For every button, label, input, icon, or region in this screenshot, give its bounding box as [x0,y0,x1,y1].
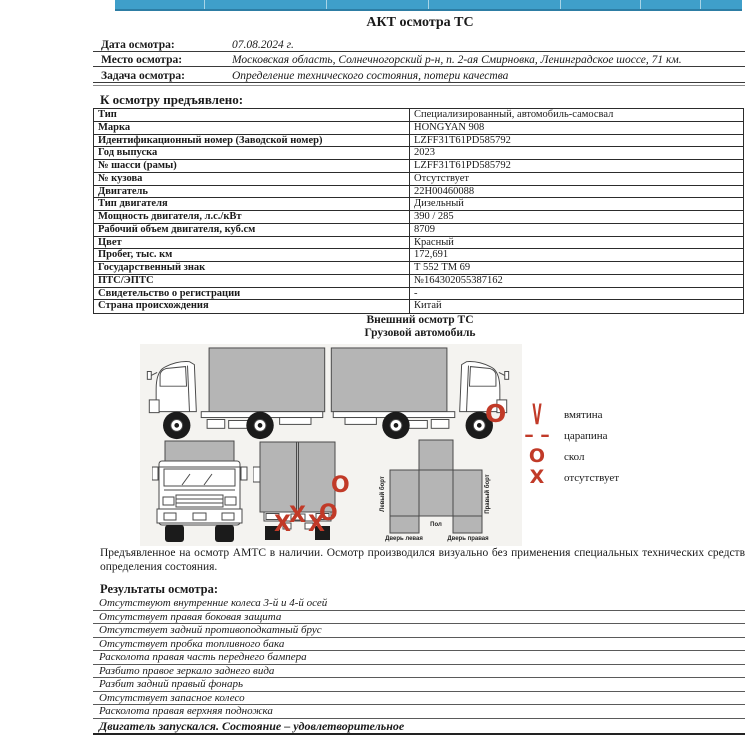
table-row-value: Отсутствует [414,172,469,184]
table-row-value: Красный [414,236,454,248]
table-row [94,275,743,288]
double-rule [93,85,745,86]
divider [326,0,327,9]
table-row [94,160,743,173]
legend-symbol-icon: V [532,397,542,432]
truck-front-view [152,440,249,544]
header-field-value: Московская область, Солнечногорский р-н, п. 2-ая Смирновка, Ленинградское шоссе, 71 км. [232,54,682,67]
table-row-label: Тип [94,109,410,121]
legend-label: отсутствует [564,471,620,484]
inspection-note: Предъявленное на осмотр АМТС в наличии. Осмотр производился визуально без применения специальных технических средств определения состояния. [100,547,745,573]
floor-label: Пол [430,522,442,528]
table-row-label: Рабочий объем двигателя, куб.см [94,224,410,236]
table-row-value: Дизельный [414,198,464,210]
damage-mark-chip-rear-lower: O [319,501,338,526]
table-row-value: 2023 [414,147,435,159]
presented-heading: К осмотру предъявлено: [100,92,244,107]
table-row-value: 390 / 285 [414,211,454,222]
table-row [94,249,743,262]
result-item: Отсутствует пробка топливного бака [93,638,745,652]
header-field-row [93,36,745,52]
legend-label: вмятина [564,408,603,421]
table-row [94,237,743,250]
divider [700,0,701,9]
table-row-value: Т 552 ТМ 69 [414,262,471,273]
legend-label: царапина [564,429,608,442]
table-row-value: LZFF31T61PD585792 [414,160,511,171]
result-item: Отсутствует задний противоподкатный брус [93,624,745,638]
table-row-label: ПТС/ЭПТС [94,275,410,287]
table-row [94,211,743,224]
table-row [94,135,743,148]
header-field-row [93,67,745,83]
damage-mark-missing-1: X [274,512,291,537]
table-row-label: Идентификационный номер (Заводской номер) [94,135,410,147]
header-field-label: Задача осмотра: [101,69,185,82]
table-row-value: №164302055387162 [414,274,503,286]
result-item: Разбито правое зеркало заднего вида [93,665,745,679]
table-row-label: Марка [94,122,410,134]
legend-row [524,446,619,467]
damage-mark-chip-front-right: O [485,399,507,428]
result-item: Отсутствуют внутренние колеса 3-й и 4-й осей [93,597,745,611]
table-row-value: LZFF31T61PD585792 [414,134,511,146]
table-row [94,109,743,122]
table-row [94,186,743,199]
damage-mark-missing-3: X [308,512,325,537]
result-item: Расколота правая часть переднего бампера [93,651,745,665]
header-field-label: Место осмотра: [101,54,183,67]
table-row-label: № кузова [94,173,410,185]
damage-mark-missing-2: X [289,503,306,528]
vehicle-diagrams [140,344,522,546]
table-row [94,224,743,237]
cargo-box-unfolded-diagram [378,438,494,543]
table-row-value: HONGYAN 908 [414,121,485,133]
table-row [94,198,743,211]
truck-side-view-right [328,346,510,444]
result-item: Разбит задний правый фонарь [93,678,745,692]
result-item: Отсутствует правая боковая защита [93,611,745,625]
table-row-value: - [414,287,418,299]
legend-symbol-icon: – – [524,424,550,446]
table-row [94,147,743,160]
table-row-label: Государственный знак [94,262,410,274]
table-row-label: Год выпуска [94,147,410,159]
table-row-label: Тип двигателя [94,198,410,210]
vehicle-type-subheading: Грузовой автомобиль [364,327,476,339]
truck-side-view-left [146,346,328,444]
table-row-value: 172,691 [414,249,449,261]
divider [204,0,205,9]
table-row-value: Китай [414,300,442,312]
divider [640,0,641,9]
divider [428,0,429,9]
header-field-value: Определение технического состояния, потери качества [232,69,509,82]
table-row [94,173,743,186]
table-row-label: Страна происхождения [94,300,410,313]
table-row-label: Мощность двигателя, л.с./кВт [94,211,410,223]
vehicle-table [93,108,744,314]
header-fields [93,36,745,83]
truck-rear-view [253,440,343,544]
door-left-label: Дверь левая [385,536,423,542]
conclusion-line: Двигатель запускался. Состояние – удовлетворительное [93,719,745,736]
table-row [94,288,743,301]
legend-row [524,397,619,432]
result-item: Отсутствует запасное колесо [93,692,745,706]
table-row-label: Свидетельство о регистрации [94,288,410,300]
table-row-value: 8709 [414,223,435,235]
results-heading: Результаты осмотра: [100,582,218,596]
legend-row [524,467,619,488]
table-row-label: Двигатель [94,186,410,198]
damage-legend [524,397,620,488]
door-right-label: Дверь правая [447,536,489,542]
results-list [93,597,745,735]
legend-symbol-icon: X [529,466,545,488]
legend-symbol-icon: O [528,445,546,467]
left-wall-label: Левый борт [380,476,386,512]
table-row-label: № шасси (рамы) [94,160,410,172]
header-field-row [93,52,745,68]
legend-label: скол [564,450,585,463]
table-row-label: Цвет [94,237,410,249]
external-inspection-heading: Внешний осмотр ТС [366,314,474,326]
table-row-label: Пробег, тыс. км [94,249,410,261]
table-row [94,262,743,275]
table-row-value: Специализированный, автомобиль-самосвал [414,109,614,120]
table-row-value: 22H00460088 [414,185,475,197]
header-field-label: Дата осмотра: [101,38,175,51]
table-row [94,300,743,313]
table-row [94,122,743,135]
result-item: Расколота правая верхняя подножка [93,705,745,719]
divider [560,0,561,9]
cutoff-table-header-strip [115,0,742,11]
header-field-value: 07.08.2024 г. [232,38,294,51]
right-wall-label: Правый борт [485,474,491,514]
page-title: АКТ осмотра ТС [366,15,474,30]
damage-mark-chip-rear-upper: O [331,473,350,498]
